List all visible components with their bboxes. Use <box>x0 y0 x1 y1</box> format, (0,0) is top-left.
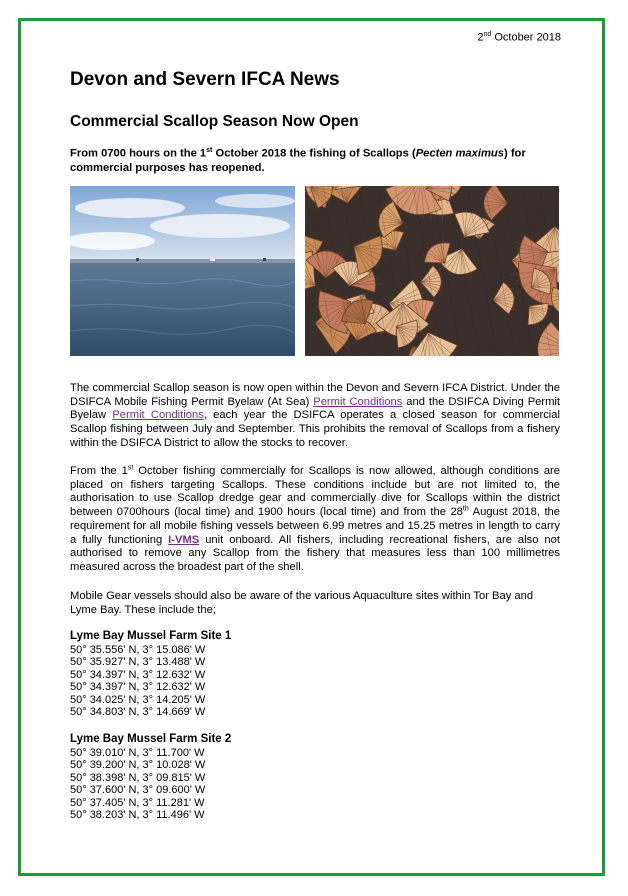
aquaculture-paragraph: Mobile Gear vessels should also be aware of the various Aquaculture sites within Tor Bay and Lyme Bay. These include the; <box>70 590 534 616</box>
site-2-coordinate: 50° 37.405' N, 3° 11.281' W <box>70 796 205 809</box>
sea-photo <box>70 186 295 356</box>
newsletter-title: Devon and Severn IFCA News <box>70 69 340 90</box>
site-2-coordinate: 50° 38.398' N, 3° 09.815' W <box>70 771 206 784</box>
site-1-heading: Lyme Bay Mussel Farm Site 1 <box>70 630 232 642</box>
issue-date: 2nd October 2018 <box>477 31 561 44</box>
site-1-coordinate: 50° 35.927' N, 3° 13.488' W <box>70 656 206 668</box>
site-2-coordinate: 50° 38.203' N, 3° 11.496' W <box>70 809 205 821</box>
mussel-farm-site-1 <box>70 630 231 719</box>
site-2-coordinate: 50° 37.600' N, 3° 09.600' W <box>70 784 206 796</box>
ivms-link[interactable]: I-VMS <box>168 533 200 546</box>
site-2-heading: Lyme Bay Mussel Farm Site 2 <box>70 733 232 745</box>
site-1-coordinate: 50° 34.025' N, 3° 14.205' W <box>70 693 206 706</box>
conditions-paragraph: From the 1st October fishing commercially for Scallops is now allowed, although conditions are placed on fishers targeting Scallops. These conditions include but are not limited to, the authorisation to use Scallop dredge gear and commercially dive for Scallops within the district between 0700hours (local time) and 1900 hours (local time) and from the 28th August 2018, the requirement for all mobile fishing vessels between 6.99 metres and 15.25 metres in length to carry a fully functioning I-VMS unit onboard. All fishers, including recreational fishers, are also not authorised to remove any Scallop from the fishery that measures less than 100 millimetres measured across the broadest part of the shell. <box>70 464 561 573</box>
site-1-coordinate: 50° 34.803' N, 3° 14.669' W <box>70 706 206 718</box>
mussel-farm-site-2 <box>70 733 231 822</box>
site-2-coordinate: 50° 39.010' N, 3° 11.700' W <box>70 746 205 759</box>
site-1-coordinate: 50° 34.397' N, 3° 12.632' W <box>70 668 206 681</box>
site-1-coordinate: 50° 35.556' N, 3° 15.086' W <box>70 643 206 656</box>
mobile-permit-conditions-link[interactable]: Permit Conditions <box>313 395 403 408</box>
season-paragraph: The commercial Scallop season is now open within the Devon and Severn IFCA District. Under the DSIFCA Mobile Fishing Permit Byelaw (At Sea) Permit Conditions and the DSIFCA Diving Permit Byelaw Permit Conditions, each year the DSIFCA operates a closed season for commercial Scallop fishing between July and September. This prohibits the removal of Scallops from a fishery within the DSIFCA District to allow the stocks to recover. <box>70 382 561 449</box>
site-2-coordinate: 50° 39.200' N, 3° 10.028' W <box>70 759 206 771</box>
diving-permit-conditions-link[interactable]: Permit Conditions <box>112 409 204 422</box>
site-1-coordinate: 50° 34.397' N, 3° 12.632' W <box>70 681 206 693</box>
scallops-photo <box>305 186 559 356</box>
article-lede: From 0700 hours on the 1st October 2018 the fishing of Scallops (Pecten maximus) for commercial purposes has reopened. <box>70 147 526 174</box>
article-headline: Commercial Scallop Season Now Open <box>70 113 359 130</box>
